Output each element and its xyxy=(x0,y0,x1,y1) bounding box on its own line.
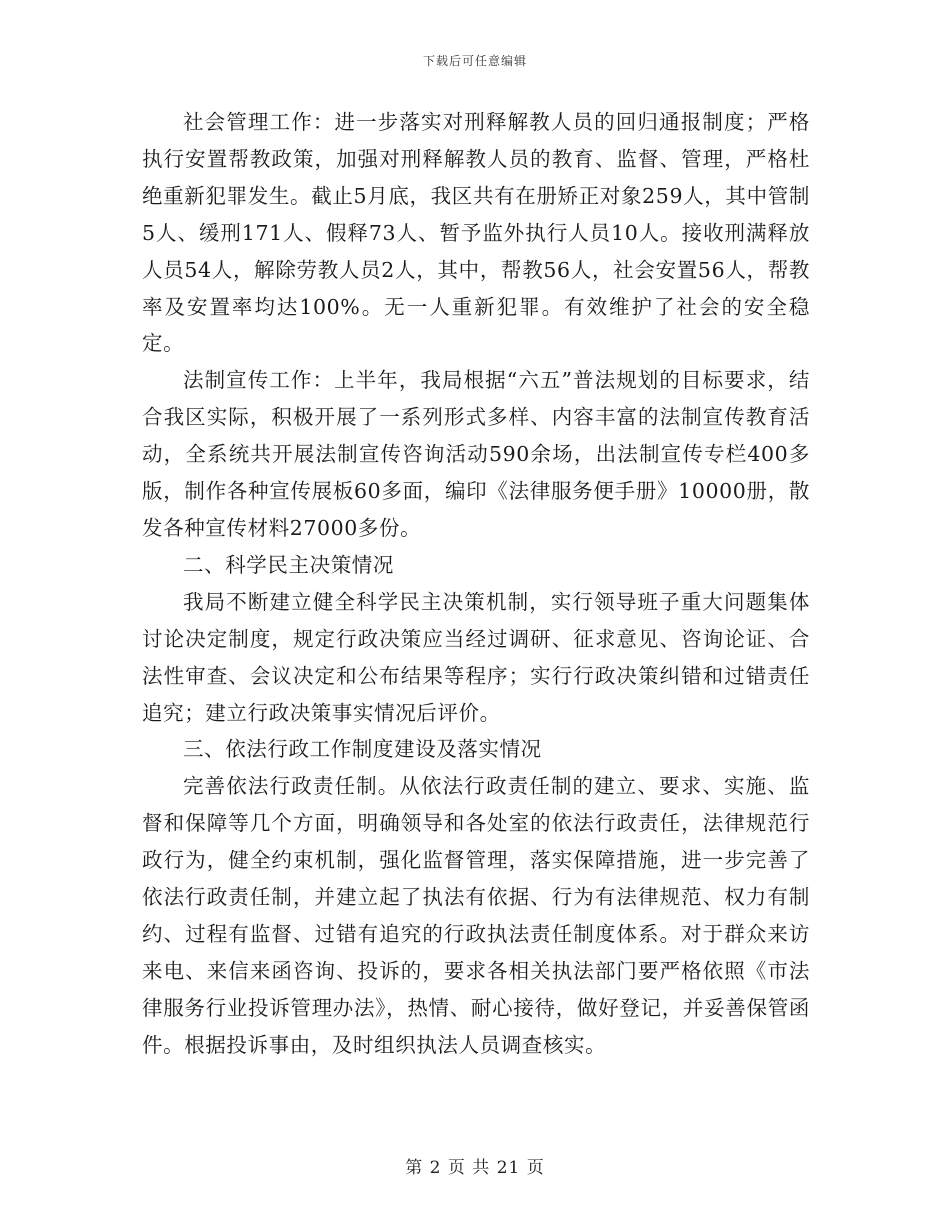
paragraph-responsibility-system: 完善依法行政责任制。从依法行政责任制的建立、要求、实施、监督和保障等几个方面，明确领导和各处室的依法行政责任，法律规范行政行为，健全约束机制，强化监督管理，落实保障措施，进一步完善了依法行政责任制，并建立起了执法有依据、行为有法律规范、权力有制约、过程有监督、过错有追究的行政执法责任制度体系。对于群众来访来电、来信来函咨询、投诉的，要求各相关执法部门要严格依照《市法律服务行业投诉管理办法》，热情、耐心接待，做好登记，并妥善保管函件。根据投诉事由，及时组织执法人员调查核实。 xyxy=(142,774,810,1057)
page-number-footer: 第 2 页 共 21 页 xyxy=(405,1158,545,1178)
document-body xyxy=(142,104,810,1064)
section-heading-democratic-decision: 二、科学民主决策情况 xyxy=(183,552,394,577)
paragraph-legal-publicity: 法制宣传工作：上半年，我局根据“六五”普法规划的目标要求，结合我区实际，积极开展了一系列形式多样、内容丰富的法制宣传教育活动，全系统共开展法制宣传咨询活动590余场，出法制宣传专栏400多版，制作各种宣传展板60多面，编印《法律服务便手册》10000册，散发各种宣传材料27000多份。 xyxy=(142,368,810,540)
section-heading-law-based-administration: 三、依法行政工作制度建设及落实情况 xyxy=(183,737,542,762)
paragraph-social-management: 社会管理工作：进一步落实对刑释解教人员的回归通报制度；严格执行安置帮教政策，加强对刑释解教人员的教育、监督、管理，严格杜绝重新犯罪发生。截止5月底，我区共有在册矫正对象259人，其中管制5人、缓刑171人、假释73人、暂予监外执行人员10人。接收刑满释放人员54人，解除劳教人员2人，其中，帮教56人，社会安置56人，帮教率及安置率均达100%。无一人重新犯罪。有效维护了社会的安全稳定。 xyxy=(142,110,810,356)
page-header: 下载后可任意编辑 xyxy=(422,54,527,68)
paragraph-decision-mechanism: 我局不断建立健全科学民主决策机制，实行领导班子重大问题集体讨论决定制度，规定行政决策应当经过调研、征求意见、咨询论证、合法性审查、会议决定和公布结果等程序；实行行政决策纠错和过错责任追究；建立行政决策事实情况后评价。 xyxy=(142,589,810,725)
